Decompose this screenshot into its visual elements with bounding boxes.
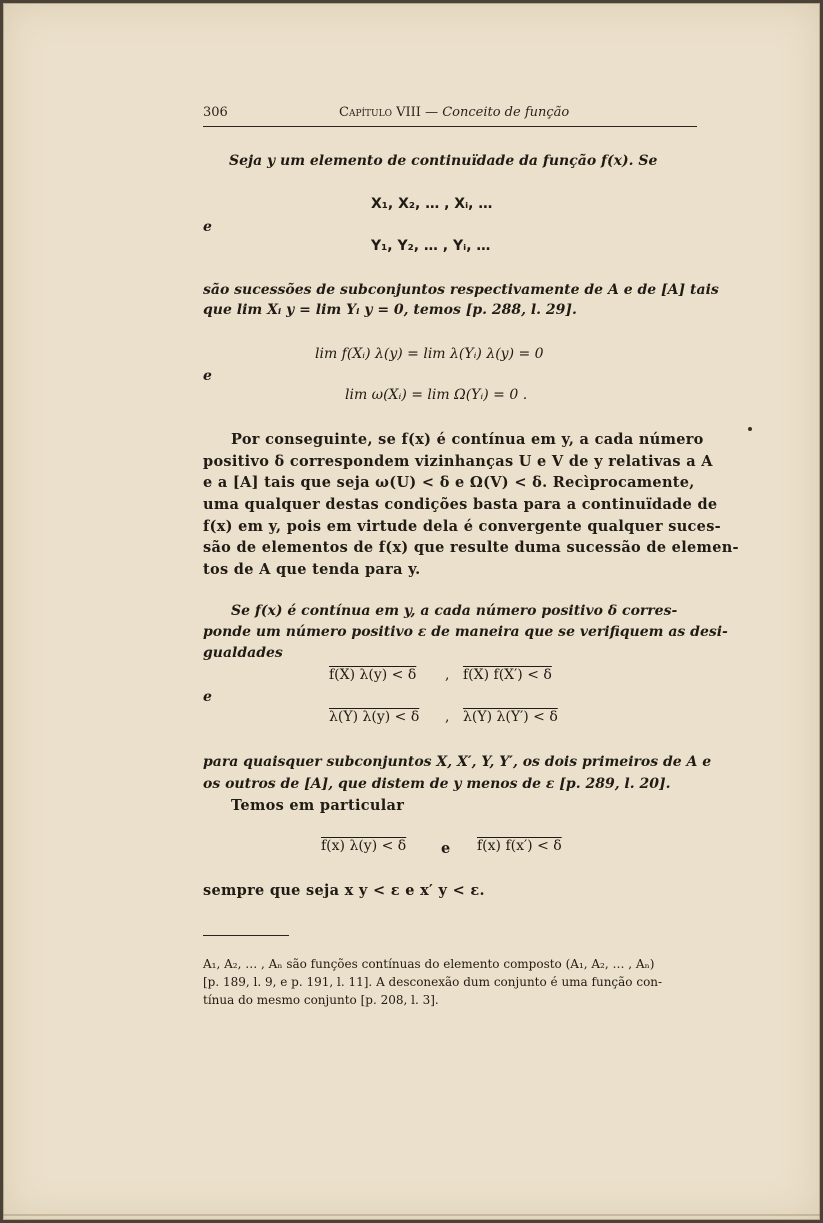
chapter-heading [339, 105, 569, 120]
inequality-particular-2: f(x) f(x′) < δ [477, 838, 562, 854]
footnote-rule [203, 935, 289, 936]
text-line: são sucessões de subconjuntos respectivamente de A e de [A] tais [203, 282, 719, 298]
equation-limit-2: lim ω(Xᵢ) = lim Ω(Yᵢ) = 0 . [345, 387, 528, 403]
text-line: sempre que seja x y < ε e x′ y < ε. [203, 882, 485, 899]
text-line: Temos em particular [231, 797, 405, 814]
inequality-particular-1: f(x) λ(y) < δ [321, 838, 407, 854]
text-line: gualdades [203, 645, 283, 661]
inequality-fx-2: f(X) f(X′) < δ [463, 667, 552, 683]
book-page [3, 3, 820, 1220]
text-line: para quaisquer subconjuntos X, X′, Y, Y′, os dois primeiros de A e [203, 754, 712, 770]
text-line: positivo δ correspondem vizinhanças U e V de y relativas a A [203, 453, 713, 470]
inequality-ly-2: λ(Y) λ(Y′) < δ [463, 709, 558, 725]
text-line: tos de A que tenda para y. [203, 561, 421, 578]
inequality-ly-1: λ(Y) λ(y) < δ [329, 709, 420, 725]
footnote-line: tínua do mesmo conjunto [p. 208, l. 3]. [203, 993, 439, 1007]
chapter-label: Capítulo [339, 105, 392, 120]
chapter-number: VIII — [396, 105, 439, 120]
text-line: uma qualquer destas condições basta para a continuïdade de [203, 496, 718, 513]
conjunction: e [441, 840, 451, 857]
text-line: ponde um número positivo ε de maneira que se verifiquem as desi- [203, 624, 728, 640]
inequality-fx-1: f(X) λ(y) < δ [329, 667, 417, 683]
equation-x-sequence: X₁, X₂, … , Xᵢ, … [371, 196, 493, 212]
text-line: Seja y um elemento de continuïdade da função f(x). Se [229, 153, 658, 169]
conjunction: e [203, 368, 212, 384]
page-bottom-shadow [3, 1214, 820, 1216]
header-rule [203, 126, 697, 127]
conjunction: e [203, 219, 212, 235]
footnote-line: A₁, A₂, … , Aₙ são funções contínuas do elemento composto (A₁, A₂, … , Aₙ) [203, 957, 655, 971]
text-line: Por conseguinte, se f(x) é contínua em y, a cada número [231, 431, 704, 448]
text-line: e a [A] tais que seja ω(U) < δ e Ω(V) < δ. Recìprocamente, [203, 474, 695, 491]
separator-comma: , [445, 709, 450, 725]
footnote-line: [p. 189, l. 9, e p. 191, l. 11]. A desconexão dum conjunto é uma função con- [203, 975, 663, 989]
running-header [203, 101, 697, 125]
ink-speck [748, 427, 752, 431]
text-line: são de elementos de f(x) que resulte duma sucessão de elemen- [203, 539, 739, 556]
text-line: que lim Xᵢ y = lim Yᵢ y = 0, temos [p. 288, l. 29]. [203, 302, 577, 318]
text-line: f(x) em y, pois em virtude dela é convergente qualquer suces- [203, 518, 721, 535]
chapter-topic: Conceito de função [442, 105, 570, 120]
page-number: 306 [203, 105, 228, 120]
equation-y-sequence: Y₁, Y₂, … , Yᵢ, … [371, 238, 491, 254]
text-line: Se f(x) é contínua em y, a cada número positivo δ corres- [231, 603, 678, 619]
equation-limit-1: lim f(Xᵢ) λ(y) = lim λ(Yᵢ) λ(y) = 0 [315, 346, 544, 362]
text-line: os outros de [A], que distem de y menos de ε [p. 289, l. 20]. [203, 776, 671, 792]
separator-comma: , [445, 667, 450, 683]
conjunction: e [203, 689, 212, 705]
